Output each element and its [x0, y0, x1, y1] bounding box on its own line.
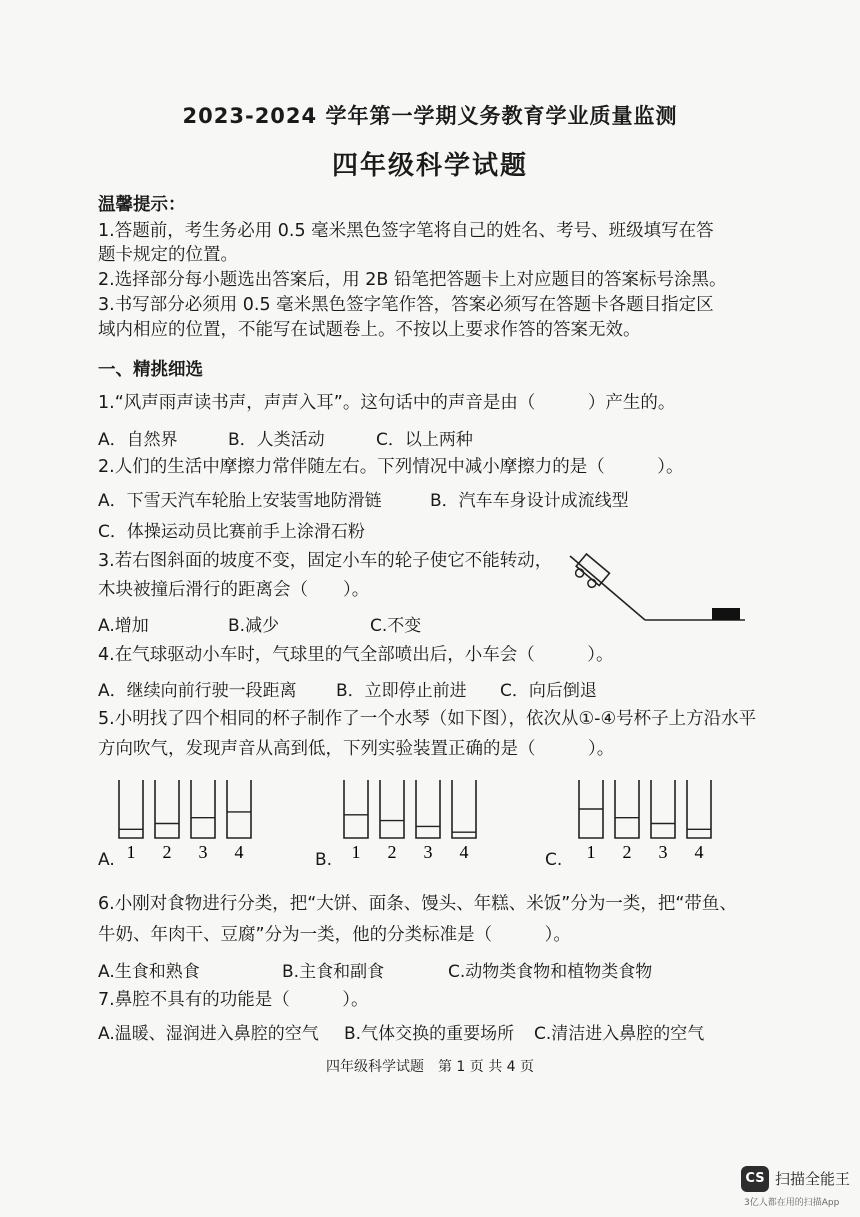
q2-option-b: B．汽车车身设计成流线型	[430, 491, 629, 511]
q2-stem: 2.人们的生活中摩擦力常伴随左右。下列情况中减小摩擦力的是（ ）。	[98, 457, 684, 477]
cup-1	[344, 780, 368, 862]
cup-2	[380, 780, 404, 862]
cup-outline	[651, 780, 675, 838]
q2-option-a: A．下雪天汽车轮胎上安装雪地防滑链	[98, 491, 382, 511]
slope-diagram	[565, 548, 750, 628]
cup-outline	[416, 780, 440, 838]
water-cups-b	[340, 778, 490, 866]
cup-4	[227, 780, 251, 862]
wooden-block	[712, 608, 740, 620]
q3-option-b: B.减少	[228, 616, 280, 636]
cup-label: 2	[622, 842, 632, 862]
page-footer: 四年级科学试题 第 1 页 共 4 页	[325, 1059, 535, 1075]
notice-line-1b: 题卡规定的位置。	[98, 245, 238, 265]
cup-outline	[344, 780, 368, 838]
notice-line-3: 3.书写部分必须用 0.5 毫米黑色签字笔作答，答案必须写在答题卡各题目指定区	[98, 295, 714, 315]
q1-option-b: B．人类活动	[228, 430, 325, 450]
cup-label: 1	[586, 842, 596, 862]
q3-stem-2: 木块被撞后滑行的距离会（ ）。	[98, 580, 370, 600]
q6-option-a: A.生食和熟食	[98, 962, 200, 982]
q5-stem-2: 方向吹气，发现声音从高到低，下列实验装置正确的是（ ）。	[98, 739, 615, 759]
q1-stem: 1.“风声雨声读书声，声声入耳”。这句话中的声音是由（ ）产生的。	[98, 393, 676, 413]
q6-option-b: B.主食和副食	[282, 962, 385, 982]
q1-option-a: A．自然界	[98, 430, 178, 450]
cup-label: 3	[658, 842, 668, 862]
q6-stem-2: 牛奶、年肉干、豆腐”分为一类，他的分类标准是（ ）。	[98, 925, 571, 945]
notice-heading: 温馨提示：	[98, 195, 186, 215]
cup-3	[416, 780, 440, 862]
cup-outline	[380, 780, 404, 838]
cup-1	[579, 780, 603, 862]
scanner-tagline: 3亿人都在用的扫描App	[744, 1198, 840, 1208]
q7-option-c: C.清洁进入鼻腔的空气	[534, 1024, 705, 1044]
q5-stem-1: 5.小明找了四个相同的杯子制作了一个水琴（如下图），依次从①-④号杯子上方沿水平	[98, 709, 757, 729]
q3-option-a: A.增加	[98, 616, 149, 636]
q3-stem-1: 3.若右图斜面的坡度不变，固定小车的轮子使它不能转动，	[98, 551, 553, 571]
scanner-app-name: 扫描全能王	[775, 1170, 851, 1188]
cup-label: 4	[694, 842, 704, 862]
cup-4	[452, 780, 476, 862]
cup-outline	[615, 780, 639, 838]
cup-label: 4	[459, 842, 469, 862]
cup-2	[155, 780, 179, 862]
notice-line-3b: 域内相应的位置，不能写在试题卷上。不按以上要求作答的答案无效。	[98, 320, 641, 340]
exam-title: 2023-2024 学年第一学期义务教育学业质量监测	[182, 104, 678, 128]
notice-line-1: 1.答题前，考生务必用 0.5 毫米黑色签字笔将自己的姓名、考号、班级填写在答	[98, 221, 714, 241]
q2-option-c: C．体操运动员比赛前手上涂滑石粉	[98, 522, 365, 542]
q1-option-c: C．以上两种	[376, 430, 473, 450]
cup-outline	[227, 780, 251, 838]
cup-label: 1	[351, 842, 361, 862]
cup-2	[615, 780, 639, 862]
cup-outline	[191, 780, 215, 838]
cup-label: 2	[162, 842, 172, 862]
cup-label: 4	[234, 842, 244, 862]
q3-option-c: C.不变	[370, 616, 422, 636]
notice-line-2: 2.选择部分每小题选出答案后，用 2B 铅笔把答题卡上对应题目的答案标号涂黑。	[98, 270, 727, 290]
cup-label: 3	[423, 842, 433, 862]
cup-label: 2	[387, 842, 397, 862]
cup-3	[651, 780, 675, 862]
cup-outline	[452, 780, 476, 838]
water-cups-c	[575, 778, 725, 866]
q6-stem-1: 6.小刚对食物进行分类，把“大饼、面条、馒头、年糕、米饭”分为一类，把“带鱼、	[98, 894, 737, 914]
q7-option-a: A.温暖、湿润进入鼻腔的空气	[98, 1024, 319, 1044]
cup-label: 1	[126, 842, 136, 862]
cup-label: 3	[198, 842, 208, 862]
q7-stem: 7.鼻腔不具有的功能是（ ）。	[98, 990, 369, 1010]
q6-option-c: C.动物类食物和植物类食物	[448, 962, 653, 982]
exam-subtitle: 四年级科学试题	[331, 151, 528, 181]
q7-option-b: B.气体交换的重要场所	[344, 1024, 515, 1044]
cup-4	[687, 780, 711, 862]
q5-option-a: A.	[98, 850, 115, 870]
q5-option-b: B.	[315, 850, 333, 870]
q4-option-b: B．立即停止前进	[336, 681, 467, 701]
q5-option-c: C.	[545, 850, 563, 870]
water-cups-a	[115, 778, 265, 866]
cup-3	[191, 780, 215, 862]
section-heading: 一、精挑细选	[98, 360, 203, 380]
q4-option-c: C．向后倒退	[500, 681, 597, 701]
q4-stem: 4.在气球驱动小车时，气球里的气全部喷出后，小车会（ ）。	[98, 645, 614, 665]
cup-1	[119, 780, 143, 862]
cup-outline	[155, 780, 179, 838]
scanner-logo: CS	[741, 1166, 769, 1192]
q4-option-a: A．继续向前行驶一段距离	[98, 681, 297, 701]
